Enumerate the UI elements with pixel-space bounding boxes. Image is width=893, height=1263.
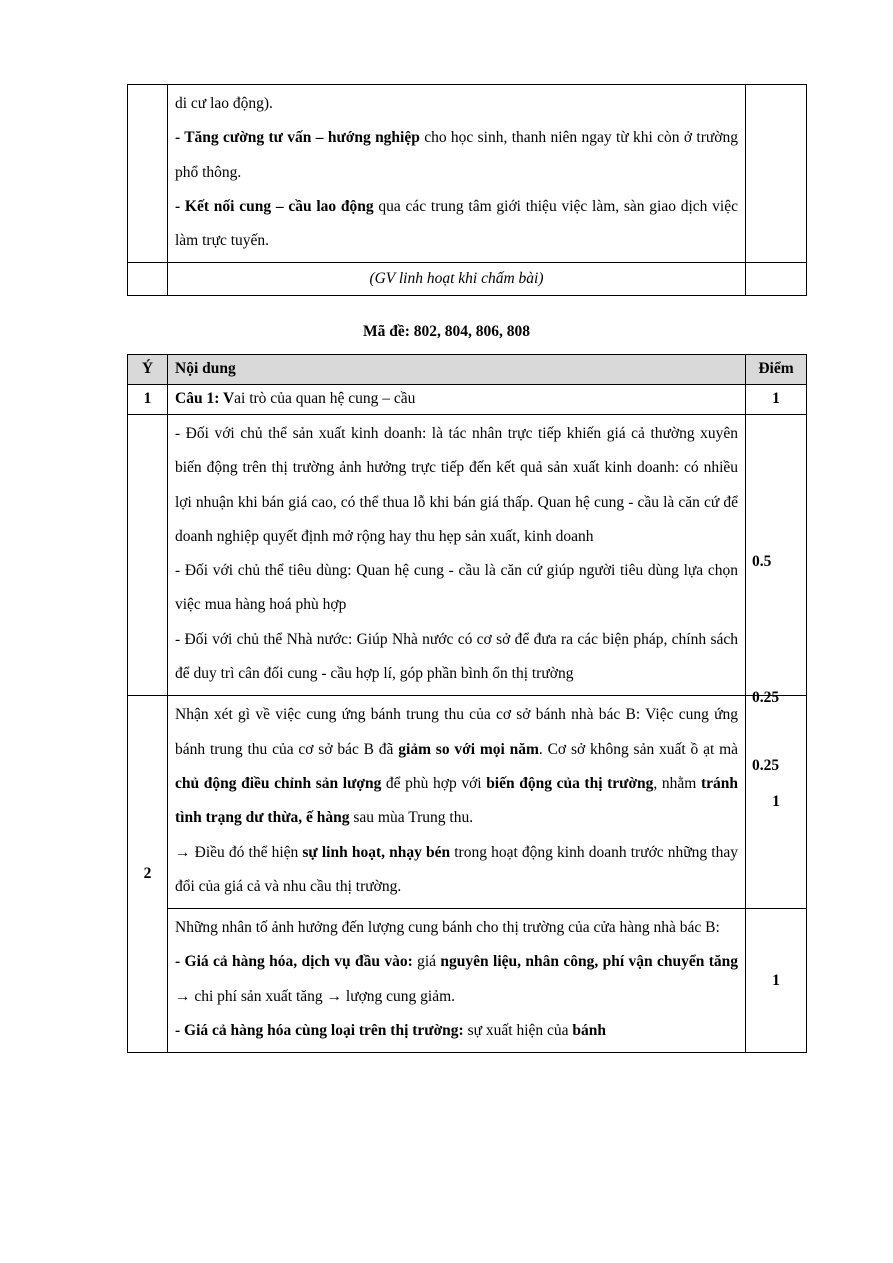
q2a-paragraph-1	[175, 698, 738, 835]
prev-content	[168, 85, 745, 262]
text-run: sự xuất hiện của	[463, 1022, 573, 1040]
index-cell	[128, 415, 168, 696]
q1-item-1-score: 0.5	[752, 553, 772, 570]
table-row	[128, 85, 807, 263]
score-cell	[746, 85, 807, 263]
index-cell	[128, 85, 168, 263]
text-run: cho học sinh, thanh niên ngay từ khi còn ở trường phổ thông.	[175, 129, 738, 181]
q2b-paragraph-3	[175, 1014, 738, 1048]
answer-table	[127, 354, 807, 1053]
q2-part-b-score: 1	[772, 971, 780, 989]
q1-scores	[746, 415, 807, 774]
table-row	[128, 415, 807, 696]
question1-score: 1	[772, 390, 780, 407]
text-run: → chi phí sản xuất tăng → lượng cung giảm.	[175, 987, 456, 1005]
q2a-paragraph-2	[175, 836, 738, 905]
question1-title-first: V	[222, 390, 235, 407]
header-index: Ý	[141, 360, 154, 377]
bold-text: sự linh hoạt, nhạy bén	[302, 843, 451, 861]
q1-item-3-score: 0.25	[752, 757, 780, 774]
header-score: Điểm	[758, 360, 794, 377]
text-run: Nhận xét gì về việc cung ứng bánh trung thu của cơ sở bánh nhà bác B: Việc cung ứng bánh trung thu của cơ sở bác B đã	[175, 706, 738, 758]
text-run: qua các trung tâm giới thiệu việc làm, sàn giao dịch việc làm trực tuyến.	[175, 197, 738, 250]
bold-text: tránh tình trạng dư thừa, ế hàng	[175, 774, 738, 827]
bold-text: - Giá cả hàng hóa, dịch vụ đầu vào:	[175, 953, 413, 971]
q2b-paragraph-1	[175, 911, 738, 945]
q1-items	[168, 415, 745, 695]
question1-label: Câu 1:	[175, 390, 223, 407]
exam-codes-title: Mã đề: 802, 804, 806, 808	[362, 323, 531, 340]
table-header-row	[128, 355, 807, 385]
text-run: Những nhân tố ảnh hưởng đến lượng cung bánh cho thị trường của cửa hàng nhà bác B:	[175, 919, 720, 937]
prev-line-2	[175, 121, 738, 190]
bold-text: biến động của thị trường	[486, 774, 654, 792]
question1-title	[168, 385, 745, 414]
q1-item-3: - Đối với chủ thể Nhà nước: Giúp Nhà nước có cơ sở để đưa ra các biện pháp, chính sách để duy trì cân đối cung - cầu hợp lí, góp phần bình ổn thị trường	[175, 630, 738, 683]
content-cell	[168, 263, 746, 296]
bold-text: giảm so với mọi năm	[398, 740, 539, 758]
table-row	[128, 385, 807, 415]
prev-line-3	[175, 190, 738, 259]
index-cell	[128, 263, 168, 296]
text-run: . Cơ sở không sản xuất ồ ạt mà	[538, 740, 739, 758]
table-row	[128, 696, 807, 909]
content-cell	[168, 85, 746, 263]
text-run: di cư lao động).	[175, 95, 273, 112]
text-run: , nhằm	[653, 774, 701, 792]
q1-item-2: - Đối với chủ thể tiêu dùng: Quan hệ cung - cầu là căn cứ giúp người tiêu dùng lựa chọn việc mua hàng hoá phù hợp	[175, 562, 738, 614]
bold-text: - Tăng cường tư vấn – hướng nghiệp	[175, 129, 420, 147]
question1-title-rest: ai trò của quan hệ cung – cầu	[234, 390, 416, 407]
bold-text: - Giá cả hàng hóa cùng loại trên thị trường:	[175, 1022, 464, 1040]
q2-part-a	[168, 696, 745, 908]
question1-index: 1	[143, 390, 152, 407]
question2-index: 2	[143, 865, 152, 883]
text-run: sau mùa Trung thu.	[349, 809, 474, 827]
bold-text: chủ động điều chỉnh sản lượng	[175, 774, 382, 792]
table-row	[128, 263, 807, 296]
bold-text: bánh	[572, 1022, 607, 1040]
grading-note: (GV linh hoạt khi chấm bài)	[369, 270, 544, 288]
text-run: trong hoạt động kinh doanh trước những thay đổi của giá cả và nhu cầu thị trường.	[175, 843, 738, 895]
q2b-paragraph-2	[175, 945, 738, 1014]
q1-item-1: - Đối với chủ thể sản xuất kinh doanh: là tác nhân trực tiếp khiến giá cả thường xuyên biến động trên thị trường ảnh hưởng trực tiếp đến kết quả sản xuất kinh doanh: có nhiều lợi nhuận khi bán giá cao, có thể thua lỗ khi bán giá thấp. Quan hệ cung - cầu là căn cứ để doanh nghiệp quyết định mở rộng hay thu hẹp sản xuất, kinh doanh	[175, 425, 738, 545]
previous-answer-table	[127, 84, 807, 296]
q1-item-2-score: 0.25	[752, 689, 780, 706]
q2-part-a-score: 1	[772, 793, 780, 811]
text-run: giá	[412, 953, 441, 971]
bold-text: nguyên liệu, nhân công, phí vận chuyển tăng	[440, 953, 738, 971]
prev-line-1	[175, 87, 738, 121]
header-content: Nội dung	[175, 360, 236, 377]
table-row	[128, 909, 807, 1053]
q2-part-b	[168, 909, 745, 1052]
bold-text: - Kết nối cung – cầu lao động	[175, 197, 374, 215]
text-run: → Điều đó thể hiện	[175, 843, 303, 861]
text-run: để phù hợp với	[381, 774, 487, 792]
score-cell	[746, 263, 807, 296]
